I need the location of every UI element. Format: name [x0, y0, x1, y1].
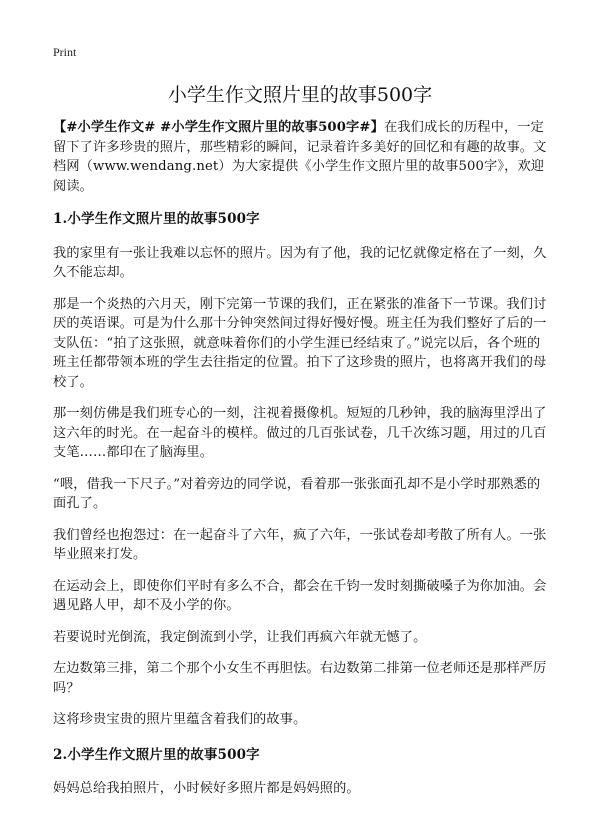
- paragraph: 若要说时光倒流，我定倒流到小学，让我们再疯六年就无憾了。: [53, 629, 427, 645]
- paragraph: 那一刻仿佛是我们班专心的一刻，注视着摄像机。短短的几秒钟，我的脑海里浮出了这六年的时光。在一起奋斗的模样。做过的几百张试卷，几千次练习题，用过的几百支笔……都印在了脑海里。: [53, 406, 547, 460]
- intro-tag: 【#小学生作文# #小学生作文照片里的故事500字#】: [53, 120, 384, 135]
- section-heading-2: 2.小学生作文照片里的故事500字: [53, 746, 260, 763]
- paragraph: 在运动会上，即使你们平时有多么不合，都会在千钧一发时刻撕破嗓子为你加油。会遇见路人甲，却不及小学的你。: [53, 578, 547, 613]
- paragraph: 左边数第三排，第二个那个小女生不再胆怯。右边数第二排第一位老师还是那样严厉吗？: [53, 661, 547, 696]
- section-heading-1: 1.小学生作文照片里的故事500字: [53, 211, 260, 227]
- print-link[interactable]: Print: [53, 45, 77, 59]
- document-body: [53, 118, 553, 811]
- intro-text: 在我们成长的历程中，一定留下了许多珍贵的照片，那些精彩的瞬间，记录着许多美好的回忆和有趣的故事。文档网（www.wendang.net）为大家提供《小学生作文照片里的故事500字》，欢迎阅读。: [53, 120, 547, 194]
- paragraph: 我们曾经也抱怨过：在一起奋斗了六年，疯了六年，一张试卷却考散了所有人。一张毕业照来打发。: [53, 527, 547, 562]
- paragraph: 那是一个炎热的六月天，刚下完第一节课的我们，正在紧张的准备下一节课。我们讨厌的英语课。可是为什么那十分钟突然间过得好慢好慢。班主任为我们整好了后的一支队伍：“拍了这张照，就意味着你们的小学生涯已经结束了。”说完以后，各个班的班主任都带领本班的学生去往指定的位置。拍下了这珍贵的照片，也将离开我们的母校了。: [53, 296, 547, 390]
- paragraph: “喂，借我一下尺子。”对着旁边的同学说，看着那一张张面孔却不是小学时那熟悉的面孔了。: [53, 476, 541, 511]
- document-title: 小学生作文照片里的故事500字: [167, 84, 433, 106]
- intro-paragraph: [53, 118, 553, 196]
- paragraph: 妈妈总给我拍照片，小时候好多照片都是妈妈照的。: [53, 781, 360, 796]
- paragraph: 这将珍贵宝贵的照片里蕴含着我们的故事。: [53, 712, 307, 727]
- paragraph: 我的家里有一张让我难以忘怀的照片。因为有了他，我的记忆就像定格在了一刻，久久不能忘却。: [53, 245, 547, 280]
